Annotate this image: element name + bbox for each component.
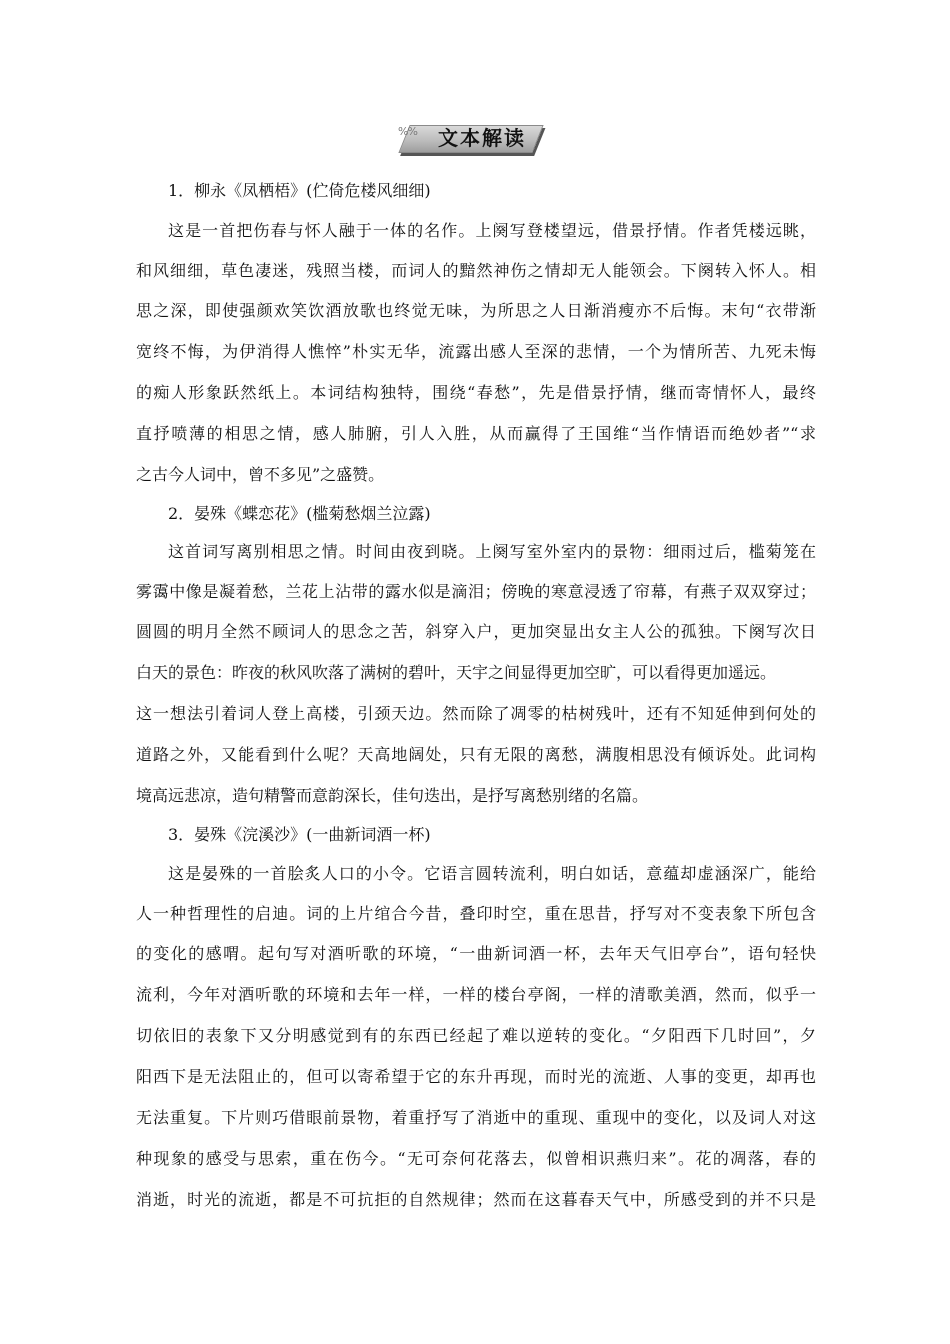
paragraph-line: 阳西下是无法阻止的，但可以寄希望于它的东升再现，而时光的流逝、人事的变更，却再也 bbox=[136, 1067, 816, 1086]
paragraph-line: 这一想法引着词人登上高楼，引颈天边。然而除了凋零的枯树残叶，还有不知延伸到何处的 bbox=[136, 704, 816, 723]
paragraph-line: 直抒喷薄的相思之情，感人肺腑，引人入胜，从而赢得了王国维“当作情语而绝妙者”“求 bbox=[136, 424, 816, 443]
section-title-banner bbox=[398, 121, 550, 155]
paragraph-line: 这是晏殊的一首脍炙人口的小令。它语言圆转流利，明白如话，意蕴却虚涵深广，能给 bbox=[168, 864, 816, 883]
section-heading-3: 3．晏殊《浣溪沙》(一曲新词酒一杯) bbox=[168, 825, 431, 844]
paragraph-line: 宽终不悔，为伊消得人憔悴”朴实无华，流露出感人至深的悲情，一个为情所苦、九死未悔 bbox=[136, 342, 816, 361]
paragraph-line: 道路之外，又能看到什么呢？天高地阔处，只有无限的离愁，满腹相思没有倾诉处。此词构 bbox=[136, 745, 816, 764]
paragraph-line: 消逝，时光的流逝，都是不可抗拒的自然规律；然而在这暮春天气中，所感受到的并不只是 bbox=[136, 1190, 816, 1209]
paragraph-line: 这首词写离别相思之情。时间由夜到晓。上阕写室外室内的景物：细雨过后，槛菊笼在 bbox=[168, 542, 816, 561]
paragraph-line: 境高远悲凉，造句精警而意韵深长，佳句迭出，是抒写离愁别绪的名篇。 bbox=[136, 786, 649, 805]
paragraph-line: 白天的景色：昨夜的秋风吹落了满树的碧叶，天宇之间显得更加空旷，可以看得更加遥远。 bbox=[136, 663, 777, 682]
paragraph-line: 之古今人词中，曾不多见”之盛赞。 bbox=[136, 465, 385, 484]
paragraph-line: 流利，今年对酒听歌的环境和去年一样，一样的楼台亭阁，一样的清歌美酒，然而，似乎一 bbox=[136, 985, 816, 1004]
paragraph-line: 和风细细，草色凄迷，残照当楼，而词人的黯然神伤之情却无人能领会。下阕转入怀人。相 bbox=[136, 261, 816, 280]
paragraph-line: 圆圆的明月全然不顾词人的思念之苦，斜穿入户，更加突显出女主人公的孤独。下阕写次日 bbox=[136, 622, 816, 641]
paragraph-line: 无法重复。下片则巧借眼前景物，着重抒写了消逝中的重现、重现中的变化，以及词人对这 bbox=[136, 1108, 816, 1127]
paragraph-line: 雾霭中像是凝着愁，兰花上沾带的露水似是滴泪；傍晚的寒意浸透了帘幕，有燕子双双穿过； bbox=[136, 582, 816, 601]
paragraph-line: 切依旧的表象下又分明感觉到有的东西已经起了难以逆转的变化。“夕阳西下几时回”，夕 bbox=[136, 1026, 816, 1045]
section-heading-2: 2．晏殊《蝶恋花》(槛菊愁烟兰泣露) bbox=[168, 504, 431, 523]
paragraph-line: 的痴人形象跃然纸上。本词结构独特，围绕“春愁”，先是借景抒情，继而寄情怀人，最终 bbox=[136, 383, 816, 402]
page-title: 文本解读 bbox=[438, 126, 526, 150]
paragraph-line: 这是一首把伤春与怀人融于一体的名作。上阕写登楼望远，借景抒情。作者凭楼远眺， bbox=[168, 221, 816, 240]
title-decoration-icon: %% bbox=[398, 125, 417, 138]
paragraph-line: 思之深，即使强颜欢笑饮酒放歌也终觉无味，为所思之人日渐消瘦亦不后悔。末句“衣带渐 bbox=[136, 301, 816, 320]
paragraph-line: 的变化的感喟。起句写对酒听歌的环境，“一曲新词酒一杯，去年天气旧亭台”，语句轻快 bbox=[136, 944, 816, 963]
paragraph-line: 种现象的感受与思索，重在伤今。“无可奈何花落去，似曾相识燕归来”。花的凋落，春的 bbox=[136, 1149, 816, 1168]
section-heading-1: 1．柳永《凤栖梧》(伫倚危楼风细细) bbox=[168, 181, 431, 200]
paragraph-line: 人一种哲理性的启迪。词的上片绾合今昔，叠印时空，重在思昔，抒写对不变表象下所包含 bbox=[136, 904, 816, 923]
